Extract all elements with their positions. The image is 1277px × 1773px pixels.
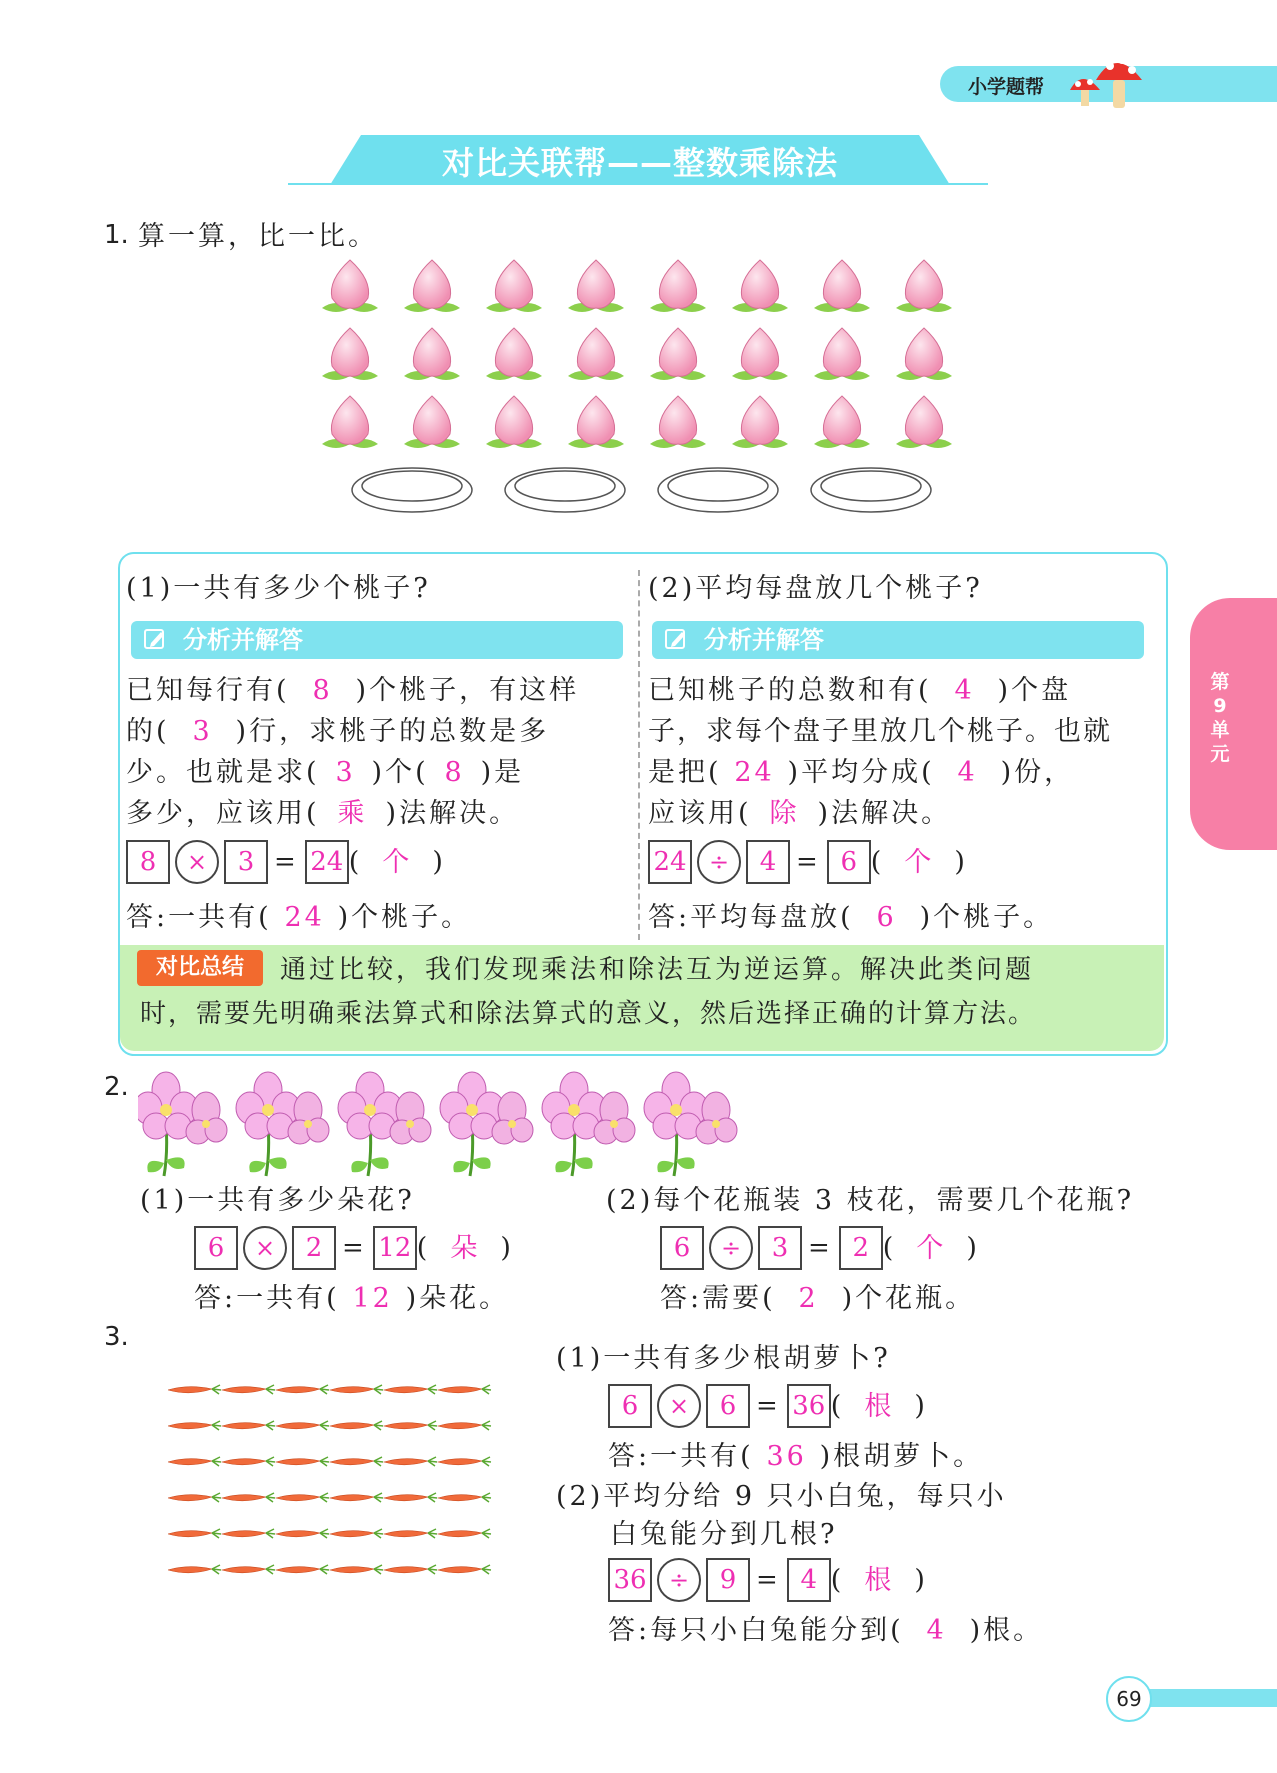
- answer-value: 12: [352, 1283, 393, 1314]
- pencil-icon: [664, 627, 688, 651]
- q2-part2-question: (2)每个花瓶装 3 枝花，需要几个花瓶?: [606, 1185, 1135, 1216]
- analysis-header-1: [131, 621, 623, 659]
- q2-part1-equation: 6 × 2 = 12 ( 朵 ): [194, 1226, 514, 1270]
- question-1-number: 1.: [104, 220, 129, 250]
- answer-value: 2: [798, 1283, 819, 1314]
- q3-part2-question-line2: 白兔能分到几根?: [610, 1519, 838, 1550]
- question-3-number: 3.: [104, 1322, 129, 1352]
- q3-part1-answer: 答:一共有( 36 )根胡萝卜。: [608, 1436, 983, 1477]
- q1-part2-answer: 答:平均每盘放( 6 )个桃子。: [648, 897, 1053, 938]
- q1-part1-line2: 的( 3 )行，求桃子的总数是多: [126, 711, 549, 752]
- q2-part1-question: (1)一共有多少朵花?: [140, 1185, 415, 1216]
- answer-value: 3: [192, 716, 213, 747]
- q1-part1-answer: 答:一共有( 24 )个桃子。: [126, 897, 471, 938]
- q1-part2-line1: 已知桃子的总数和有( 4 )个盘: [648, 670, 1071, 711]
- answer-value: 乘: [337, 798, 368, 829]
- q1-part1-question: (1)一共有多少个桃子?: [126, 573, 431, 604]
- answer-value: 4: [926, 1615, 947, 1646]
- q3-part2-question-line1: (2)平均分给 9 只小白兔，每只小: [556, 1481, 1007, 1512]
- q1-part2-question: (2)平均每盘放几个桃子?: [648, 573, 983, 604]
- pencil-icon: [143, 627, 167, 651]
- answer-value: 24: [284, 902, 325, 933]
- q1-part2-line3: 是把( 24 )平均分成( 4 )份，: [648, 752, 1074, 793]
- q3-part1-equation: 6 × 6 = 36 ( 根 ): [608, 1384, 928, 1428]
- q1-part1-line4: 多少，应该用( 乘 )法解决。: [126, 793, 519, 834]
- q2-part2-answer: 答:需要( 2 )个花瓶。: [660, 1278, 975, 1319]
- page-title: 对比关联帮——整数乘除法: [441, 144, 838, 182]
- page-number-bar: [1130, 1689, 1277, 1707]
- q1-part1-line1: 已知每行有( 8 )个桃子，有这样: [126, 670, 579, 711]
- carrots-illustration: [168, 1378, 498, 1600]
- analysis-header-2: [652, 621, 1144, 659]
- q1-part1-equation: 8 × 3 = 24 ( 个 ): [126, 840, 446, 884]
- answer-value: 3: [335, 757, 356, 788]
- answer-value: 6: [876, 902, 897, 933]
- peach-row-3: [322, 396, 952, 448]
- question-2-number: 2.: [104, 1072, 129, 1102]
- question-1-prompt: 算一算，比一比。: [138, 221, 378, 252]
- answer-value: 4: [954, 675, 975, 706]
- q1-part1-line3: 少。也就是求( 3 )个( 8 )是: [126, 752, 524, 793]
- summary-line-2: 时，需要先明确乘法算式和除法算式的意义，然后选择正确的计算方法。: [140, 999, 1037, 1029]
- answer-value: 8: [312, 675, 333, 706]
- answer-value: 8: [444, 757, 465, 788]
- mushroom-icon: [1060, 44, 1150, 116]
- q1-part2-line4: 应该用( 除 )法解决。: [648, 793, 951, 834]
- q3-part1-question: (1)一共有多少根胡萝卜?: [556, 1343, 891, 1374]
- flowers-illustration: [138, 1068, 748, 1178]
- answer-value: 24: [734, 757, 775, 788]
- peach-row-1: [322, 260, 952, 312]
- peach-row-2: [322, 328, 952, 380]
- answer-value: 4: [957, 757, 978, 788]
- q1-part2-line2: 子，求每个盘子里放几个桃子。也就: [648, 716, 1112, 747]
- unit-tab-label: 第9单元: [1210, 671, 1230, 765]
- analysis-label: 分析并解答: [183, 626, 303, 654]
- header-label: 小学题帮: [968, 76, 1045, 98]
- summary-line-1: 通过比较，我们发现乘法和除法互为逆运算。解决此类问题: [280, 955, 1035, 985]
- q2-part1-answer: 答:一共有( 12 )朵花。: [194, 1278, 509, 1319]
- peach-illustration: [320, 258, 960, 528]
- page-number: 69: [1106, 1676, 1152, 1722]
- plates: [352, 468, 931, 512]
- answer-value: 除: [769, 798, 800, 829]
- q3-part2-equation: 36 ÷ 9 = 4 ( 根 ): [608, 1558, 928, 1602]
- q1-part2-equation: 24 ÷ 4 = 6 ( 个 ): [648, 840, 968, 884]
- q3-part2-answer: 答:每只小白兔能分到( 4 )根。: [608, 1610, 1043, 1651]
- summary-tag: 对比总结: [137, 950, 263, 986]
- answer-value: 36: [766, 1441, 807, 1472]
- q2-part2-equation: 6 ÷ 3 = 2 ( 个 ): [660, 1226, 980, 1270]
- panel-divider: [638, 570, 640, 940]
- analysis-label: 分析并解答: [704, 626, 824, 654]
